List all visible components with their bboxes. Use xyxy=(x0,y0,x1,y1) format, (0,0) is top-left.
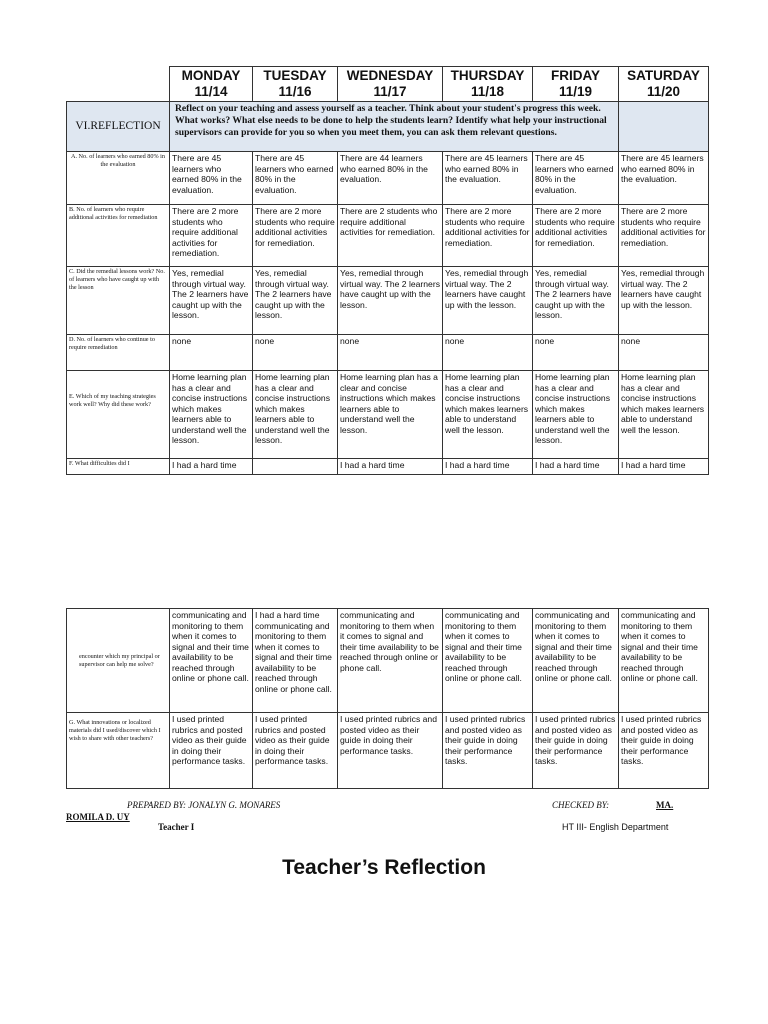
table-row xyxy=(67,609,709,713)
day-header-thursday xyxy=(443,67,533,102)
table-cell: I used printed rubrics and posted video as their guide in doing their performance tasks. xyxy=(619,713,709,789)
table-row xyxy=(67,152,709,205)
table-cell: There are 45 learners who earned 80% in the evaluation. xyxy=(170,152,253,205)
table-cell: There are 2 more students who require additional activities for remediation. xyxy=(619,205,709,267)
day-header-friday xyxy=(533,67,619,102)
row-label: E. Which of my teaching strategies work well? Why did these work? xyxy=(67,371,170,459)
day-name: THURSDAY xyxy=(450,68,525,83)
row-label: D. No. of learners who continue to require remediation xyxy=(67,335,170,371)
day-name: FRIDAY xyxy=(550,68,600,83)
table-cell: Yes, remedial through virtual way. The 2 learners have caught up with the lesson. xyxy=(443,267,533,335)
table-cell: I used printed rubrics and posted video as their guide in doing their performance tasks. xyxy=(443,713,533,789)
checker-name-part1: MA. xyxy=(656,800,674,810)
table-cell: none xyxy=(619,335,709,371)
table-cell: There are 2 more students who require additional activities for remediation. xyxy=(533,205,619,267)
row-label: B. No. of learners who require additional activities for remediation xyxy=(67,205,170,267)
table-cell: There are 45 learners who earned 80% in the evaluation. xyxy=(533,152,619,205)
table-cell: communicating and monitoring to them when it comes to signal and their time availability to be reached through online or phone call. xyxy=(619,609,709,713)
day-date: 11/19 xyxy=(558,84,593,99)
table-cell: Yes, remedial through virtual way. The 2 learners have caught up with the lesson. xyxy=(170,267,253,335)
row-label: C. Did the remedial lessons work? No. of learners who have caught up with the lesson xyxy=(67,267,170,335)
reflection-empty-cell xyxy=(619,102,709,152)
table-cell: There are 2 students who require additional activities for remediation. xyxy=(338,205,443,267)
table-row xyxy=(67,205,709,267)
day-header-wednesday xyxy=(338,67,443,102)
checker-title: HT III- English Department xyxy=(562,822,669,832)
table-cell xyxy=(253,459,338,475)
table-cell: There are 44 learners who earned 80% in the evaluation. xyxy=(338,152,443,205)
day-date: 11/20 xyxy=(646,84,681,99)
row-label: G. What innovations or localized materials did I used/discover which I wish to share with other teachers? xyxy=(67,713,170,789)
table-cell: communicating and monitoring to them when it comes to signal and their time availability to be reached through online or phone call. xyxy=(170,609,253,713)
table-cell: I used printed rubrics and posted video as their guide in doing their performance tasks. xyxy=(170,713,253,789)
table-cell: communicating and monitoring to them when it comes to signal and their time availability to be reached through online or phone call. xyxy=(338,609,443,713)
table-cell: I had a hard time xyxy=(338,459,443,475)
table-cell: none xyxy=(338,335,443,371)
checked-by: CHECKED BY: xyxy=(552,800,610,810)
table-cell: I had a hard time xyxy=(619,459,709,475)
table-cell: Yes, remedial through virtual way. The 2 learners have caught up with the lesson. xyxy=(253,267,338,335)
table-cell: There are 2 more students who require additional activities for remediation. xyxy=(443,205,533,267)
checker-name-part2: ROMILA D. UY xyxy=(66,812,130,822)
table-cell: Home learning plan has a clear and concise instructions which makes learners able to understand well the lesson. xyxy=(619,371,709,459)
day-name: SATURDAY xyxy=(627,68,700,83)
table-row xyxy=(67,459,709,475)
empty-corner-cell xyxy=(67,67,170,102)
table-cell: There are 45 learners who earned 80% in the evaluation. xyxy=(253,152,338,205)
row-label: A. No. of learners who earned 80% in the evaluation xyxy=(67,152,170,205)
day-header-row xyxy=(67,67,709,102)
table-cell: Home learning plan has a clear and concise instructions which makes learners able to understand well the lesson. xyxy=(170,371,253,459)
day-date: 11/16 xyxy=(278,84,312,99)
table-cell: none xyxy=(170,335,253,371)
row-label: F. What difficulties did I xyxy=(67,459,170,475)
day-date: 11/18 xyxy=(470,84,505,99)
table-cell: I used printed rubrics and posted video as their guide in doing their performance tasks. xyxy=(338,713,443,789)
row-label: encounter which my principal or supervisor can help me solve? xyxy=(67,609,170,713)
table-cell: Yes, remedial through virtual way. The 2 learners have caught up with the lesson. xyxy=(619,267,709,335)
table-cell: I used printed rubrics and posted video as their guide in doing their performance tasks. xyxy=(253,713,338,789)
table-cell: communicating and monitoring to them when it comes to signal and their time availability to be reached through online or phone call. xyxy=(533,609,619,713)
table-cell: Yes, remedial through virtual way. The 2 learners have caught up with the lesson. xyxy=(338,267,443,335)
table-cell: Home learning plan has a clear and concise instructions which makes learners able to understand well the lesson. xyxy=(338,371,443,459)
table-cell: There are 2 more students who require additional activities for remediation. xyxy=(253,205,338,267)
table-cell: I had a hard time xyxy=(533,459,619,475)
table-row xyxy=(67,267,709,335)
reflection-table-continued xyxy=(66,608,709,789)
table-cell: I had a hard time xyxy=(170,459,253,475)
day-header-monday xyxy=(170,67,253,102)
reflection-heading: VI.REFLECTION xyxy=(67,102,170,152)
day-name: MONDAY xyxy=(181,68,241,83)
prepared-by: PREPARED BY: JONALYN G. MONARES xyxy=(127,800,281,810)
reflection-table xyxy=(66,66,709,475)
table-cell: I used printed rubrics and posted video as their guide in doing their performance tasks. xyxy=(533,713,619,789)
day-date: 11/17 xyxy=(373,84,407,99)
table-cell: communicating and monitoring to them when it comes to signal and their time availability to be reached through online or phone call. xyxy=(443,609,533,713)
day-date: 11/14 xyxy=(194,84,228,99)
table-row xyxy=(67,371,709,459)
table-cell: There are 45 learners who earned 80% in the evaluation. xyxy=(443,152,533,205)
table-cell: There are 45 learners who earned 80% in the evaluation. xyxy=(619,152,709,205)
table-cell: There are 2 more students who require additional activities for remediation. xyxy=(170,205,253,267)
day-name: TUESDAY xyxy=(263,68,327,83)
table-row xyxy=(67,713,709,789)
document-title: Teacher’s Reflection xyxy=(282,856,486,879)
reflection-instructions: Reflect on your teaching and assess yourself as a teacher. Think about your student's progress this week. What works? What else needs to be done to help the students learn? Identify what help your instructional supervisors can provide for you so when you meet them, you can ask them relevant questions. xyxy=(170,102,619,152)
table-cell: I had a hard time xyxy=(443,459,533,475)
table-cell: Home learning plan has a clear and concise instructions which makes learners able to understand well the lesson. xyxy=(533,371,619,459)
reflection-row xyxy=(67,102,709,152)
day-name: WEDNESDAY xyxy=(346,68,434,83)
table-cell: Home learning plan has a clear and concise instructions which makes learners able to understand well the lesson. xyxy=(253,371,338,459)
day-header-saturday xyxy=(619,67,709,102)
table-cell: none xyxy=(443,335,533,371)
table-cell: I had a hard time communicating and monitoring to them when it comes to signal and their time availability to be reached through online or phone call. xyxy=(253,609,338,713)
table-cell: Home learning plan has a clear and concise instructions which makes learners able to understand well the lesson. xyxy=(443,371,533,459)
table-row xyxy=(67,335,709,371)
table-cell: none xyxy=(533,335,619,371)
preparer-title: Teacher I xyxy=(158,822,195,832)
table-cell: Yes, remedial through virtual way. The 2 learners have caught up with the lesson. xyxy=(533,267,619,335)
table-cell: none xyxy=(253,335,338,371)
day-header-tuesday xyxy=(253,67,338,102)
